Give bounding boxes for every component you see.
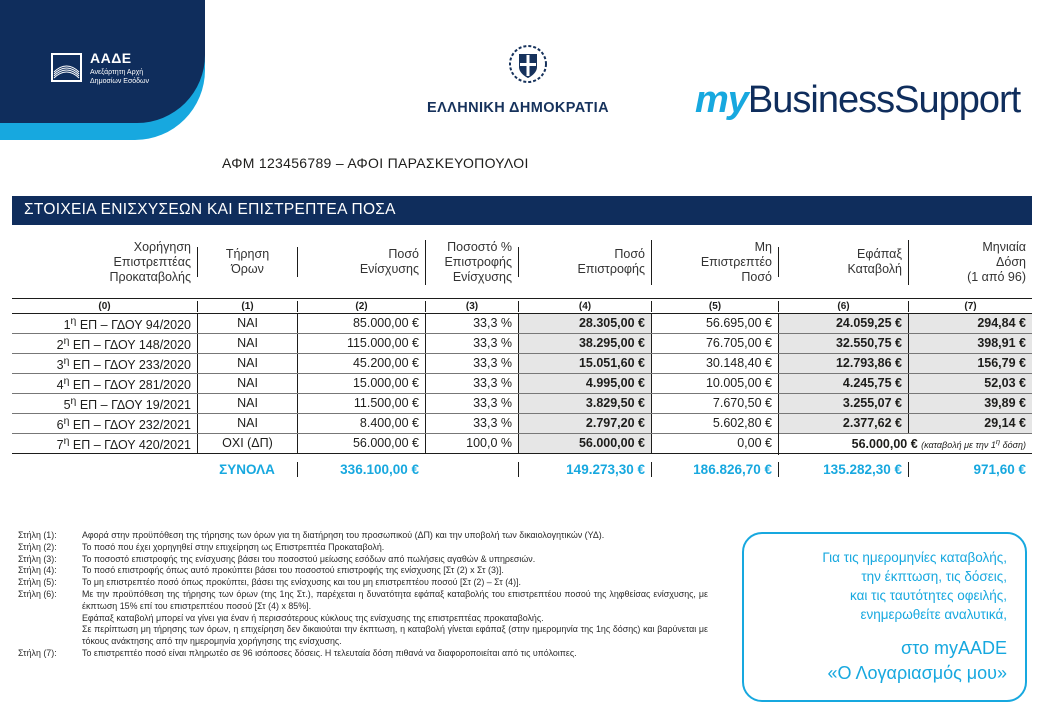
cell-nonrefund: 10.005,00 € [651, 374, 778, 393]
total-lump: 135.282,30 € [778, 462, 908, 477]
col-header-line: Μηνιαία [982, 239, 1026, 254]
grant-label: ΕΠ – ΓΔΟΥ 420/2021 [69, 438, 191, 453]
col-header-line: Προκαταβολής [109, 269, 191, 284]
note-text: Αφορά στην προϋπόθεση της τήρησης των όρων για τη διατήρηση του προσωπικού (ΔΠ) και την υποβολή των δικαιολογητικών (ΥΔ). [82, 530, 605, 540]
cell-terms: ΝΑΙ [197, 374, 297, 393]
cell-monthly: 294,84 € [908, 314, 1032, 333]
brand-rest: BusinessSupport [747, 79, 1021, 121]
col-header-line: Επιστρεπτέας [113, 254, 191, 269]
mybusinesssupport-logo [695, 78, 1020, 122]
lump-note-text: δόση) [1000, 440, 1026, 450]
aade-name: ΑΑΔΕ [90, 50, 132, 66]
note-row [18, 577, 708, 589]
info-line: Για τις ημερομηνίες καταβολής, [822, 550, 1007, 565]
cell-monthly: 29,14 € [908, 414, 1032, 433]
note-row [18, 589, 708, 613]
col-header-line: Επιστρεπτέο [700, 254, 772, 269]
myaade-info-box [742, 532, 1027, 702]
cell-pct: 33,3 % [425, 394, 518, 413]
note-label: Στήλη (7): [18, 647, 57, 658]
col-index: (1) [197, 301, 297, 312]
note-label: Στήλη (2): [18, 541, 57, 552]
cell-lump: 3.255,07 € [778, 394, 908, 413]
note-text: Το μη επιστρεπτέο ποσό όπως προκύπτει, βάσει της ενίσχυσης και του μη επιστρεπτέου ποσού [Στ (2) – Στ (4)]. [82, 577, 521, 588]
cell-terms: ΝΑΙ [197, 314, 297, 333]
afm-line: ΑΦΜ 123456789 – ΑΦΟΙ ΠΑΡΑΣΚΕΥΟΠΟΥΛΟΙ [222, 155, 529, 171]
note-text: Το ποσό επιστροφής όπως αυτό προκύπτει βάσει του ποσοστού επιστροφής της ενίσχυσης [Στ (2) x Στ (3)]. [82, 565, 504, 576]
republic-title: ΕΛΛΗΝΙΚΗ ΔΗΜΟΚΡΑΤΙΑ [427, 100, 609, 116]
col-index: (5) [651, 301, 778, 312]
cell-pct: 33,3 % [425, 314, 518, 333]
ordinal-sup: η [63, 375, 70, 387]
note-row [18, 648, 708, 660]
cell-refund: 2.797,20 € [518, 414, 651, 433]
cell-grant [12, 432, 197, 455]
cell-refund: 3.829,50 € [518, 394, 651, 413]
col-header-lump [778, 247, 908, 277]
col-header-terms [197, 247, 297, 277]
ordinal-sup: η [63, 435, 70, 447]
cell-pct: 100,0 % [425, 434, 518, 453]
note-text: Το ποσοστό επιστροφής της ενίσχυσης βάσει του ποσοστού μείωσης εσόδων από πωλήσεις αγαθών & υπηρεσιών. [82, 553, 536, 564]
grant-label: ΕΠ – ΓΔΟΥ 94/2020 [76, 318, 191, 333]
aade-badge-inner [0, 0, 205, 123]
totals-label: ΣΥΝΟΛΑ [219, 461, 275, 477]
ordinal-sup: η [70, 315, 77, 327]
cell-pct: 33,3 % [425, 354, 518, 373]
cell-refund: 28.305,00 € [518, 314, 651, 333]
col-header-line: Καταβολή [847, 262, 902, 276]
cell-monthly: 398,91 € [908, 334, 1032, 353]
cell-nonrefund: 76.705,00 € [651, 334, 778, 353]
aade-badge [0, 0, 205, 140]
cell-lump: 4.245,75 € [778, 374, 908, 393]
total-monthly: 971,60 € [908, 462, 1032, 477]
cell-amount: 11.500,00 € [297, 394, 425, 413]
col-header-line: Ποσό [741, 269, 772, 284]
cell-lump: 56.000,00 € [851, 437, 918, 451]
note-text: Το επιστρεπτέο ποσό είναι πληρωτέο σε 96 ισόποσες δόσεις. Η τελευταία δόση πιθανά να διαφοροποιείται από τις υπόλοιπες. [82, 647, 577, 658]
cell-lump-merged [778, 432, 1032, 455]
cell-pct: 33,3 % [425, 374, 518, 393]
info-link[interactable] [744, 636, 1007, 686]
col-header-line: (1 από 96) [967, 269, 1026, 284]
cell-refund: 4.995,00 € [518, 374, 651, 393]
cell-terms: ΟΧΙ (ΔΠ) [197, 434, 297, 453]
total-refund: 149.273,30 € [518, 462, 651, 477]
col-header-line: Όρων [231, 262, 264, 276]
note-row [18, 554, 708, 566]
note-row [18, 542, 708, 554]
table-title: ΣΤΟΙΧΕΙΑ ΕΝΙΣΧΥΣΕΩΝ ΚΑΙ ΕΠΙΣΤΡΕΠΤΕΑ ΠΟΣΑ [12, 196, 1032, 225]
col-index: (3) [425, 301, 518, 312]
row-ordinal: 2 [56, 338, 64, 353]
cell-nonrefund: 30.148,40 € [651, 354, 778, 373]
row-ordinal: 6 [56, 418, 64, 433]
cell-amount: 45.200,00 € [297, 354, 425, 373]
cell-refund: 15.051,60 € [518, 354, 651, 373]
row-ordinal: 1 [63, 318, 71, 333]
col-header-line: Δόση [996, 254, 1026, 269]
ordinal-sup: η [70, 395, 77, 407]
col-header-refund [518, 247, 651, 277]
cell-terms: ΝΑΙ [197, 394, 297, 413]
note-label: Στήλη (6): [18, 588, 57, 599]
cell-pct: 33,3 % [425, 334, 518, 353]
total-amount: 336.100,00 € [297, 462, 425, 477]
cell-terms: ΝΑΙ [197, 334, 297, 353]
cell-amount: 56.000,00 € [297, 434, 425, 453]
grant-label: ΕΠ – ΓΔΟΥ 281/2020 [69, 378, 191, 393]
note-text: Με την προϋπόθεση της τήρησης των όρων (της 1ης Στ.), παρέχεται η δυνατότητα εφάπαξ καταβολής του επιστρεπτέου ποσού της ληφθείσας ενίσχυσης, με έκπτωση 15% επί του επιστρεπτέου ποσού [Στ (4) x 85%]. [82, 588, 708, 611]
col-header-line: Ενίσχυσης [452, 269, 512, 284]
column-notes [18, 530, 708, 660]
cell-refund: 38.295,00 € [518, 334, 651, 353]
total-nonrefund: 186.826,70 € [651, 462, 778, 477]
col-header-line: Επιστροφής [444, 254, 512, 269]
col-index: (2) [297, 301, 425, 312]
col-header-line: Ποσό [614, 247, 645, 261]
greek-emblem-icon [508, 42, 548, 86]
totals-row [12, 458, 1032, 480]
note-label: Στήλη (4): [18, 565, 57, 576]
aade-sub-line1: Ανεξάρτητη Αρχή [90, 69, 144, 76]
note-text: Σε περίπτωση μη τήρησης των όρων, η επιχείρηση δεν δικαιούται την έκπτωση, η καταβολή γίνεται εφάπαξ (στην ημερομηνία της 1ης δόσης) και βαρύνεται με τόκους ανάκτησης από την ημερομηνία χορήγησης της ενίσχυσης. [82, 624, 708, 647]
col-header-line: Ενίσχυσης [359, 262, 419, 276]
cell-amount: 8.400,00 € [297, 414, 425, 433]
col-header-amount [297, 247, 425, 277]
aade-logo-icon [51, 53, 82, 82]
col-header-line: Εφάπαξ [857, 247, 902, 261]
grant-label: ΕΠ – ΓΔΟΥ 232/2021 [69, 418, 191, 433]
row-ordinal: 5 [63, 398, 71, 413]
cell-monthly: 156,79 € [908, 354, 1032, 373]
row-ordinal: 7 [56, 438, 64, 453]
cell-nonrefund: 56.695,00 € [651, 314, 778, 333]
note-row [18, 613, 708, 625]
note-label: Στήλη (5): [18, 577, 57, 588]
grant-label: ΕΠ – ΓΔΟΥ 233/2020 [69, 358, 191, 373]
cell-monthly: 39,89 € [908, 394, 1032, 413]
col-index: (0) [98, 300, 111, 312]
note-row [18, 624, 708, 648]
aade-sub-line2: Δημοσίων Εσόδων [90, 78, 150, 85]
table-header-row [12, 228, 1032, 296]
brand-my: my [695, 79, 748, 121]
cell-terms: ΝΑΙ [197, 414, 297, 433]
note-label: Στήλη (3): [18, 553, 57, 564]
col-index: (4) [518, 301, 651, 312]
cell-terms: ΝΑΙ [197, 354, 297, 373]
col-header-line: Επιστροφής [577, 262, 645, 276]
cell-lump: 2.377,62 € [778, 414, 908, 433]
cell-refund: 56.000,00 € [518, 434, 651, 453]
cell-amount: 15.000,00 € [297, 374, 425, 393]
lump-note-sup: η [995, 437, 1001, 446]
col-header-grant [12, 240, 197, 285]
col-header-line: Ποσό [388, 247, 419, 261]
cell-lump: 24.059,25 € [778, 314, 908, 333]
note-row [18, 565, 708, 577]
col-header-line: Ποσοστό % [447, 239, 512, 254]
lump-note [921, 437, 1026, 450]
note-label [18, 624, 82, 648]
cell-nonrefund: 5.602,80 € [651, 414, 778, 433]
info-strong-line: στο myAADE [901, 638, 1007, 658]
note-row [18, 530, 708, 542]
cell-amount: 85.000,00 € [297, 314, 425, 333]
row-ordinal: 3 [56, 358, 64, 373]
info-text [744, 548, 1007, 624]
note-label [18, 613, 82, 625]
ordinal-sup: η [63, 415, 70, 427]
info-line: ενημερωθείτε αναλυτικά, [860, 607, 1007, 622]
col-header-monthly [908, 240, 1032, 285]
cell-lump: 12.793,86 € [778, 354, 908, 373]
grant-label: ΕΠ – ΓΔΟΥ 19/2021 [76, 398, 191, 413]
table-row [12, 434, 1032, 454]
info-line: την έκπτωση, τις δόσεις, [861, 569, 1007, 584]
note-text: Εφάπαξ καταβολή μπορεί να γίνει για έναν ή περισσότερους κύκλους της ενίσχυσης της επιστρεπτέας προκαταβολής. [82, 612, 544, 623]
col-header-pct [425, 240, 518, 285]
col-header-line: Μη [754, 239, 772, 254]
col-header-line: Τήρηση [225, 247, 270, 261]
cell-monthly: 52,03 € [908, 374, 1032, 393]
cell-amount: 115.000,00 € [297, 334, 425, 353]
info-line: και τις ταυτότητες οφειλής, [850, 588, 1007, 603]
col-index: (6) [778, 301, 908, 312]
cell-nonrefund: 0,00 € [651, 434, 778, 453]
cell-lump: 32.550,75 € [778, 334, 908, 353]
aade-subtitle [90, 68, 149, 86]
cell-pct: 33,3 % [425, 414, 518, 433]
grant-label: ΕΠ – ΓΔΟΥ 148/2020 [69, 338, 191, 353]
cell-nonrefund: 7.670,50 € [651, 394, 778, 413]
note-label: Στήλη (1): [18, 530, 57, 540]
lump-note-text: (καταβολή με την 1 [921, 440, 996, 450]
info-strong-line: «Ο Λογαριασμός μου» [827, 663, 1007, 683]
ordinal-sup: η [63, 335, 70, 347]
row-ordinal: 4 [56, 378, 64, 393]
col-header-line: Χορήγηση [133, 239, 191, 254]
col-index: (7) [908, 301, 1032, 312]
ordinal-sup: η [63, 355, 70, 367]
col-header-nonrefund [651, 240, 778, 285]
note-text: Το ποσό που έχει χορηγηθεί στην επιχείρηση ως Επιστρεπτέα Προκαταβολή. [82, 541, 385, 552]
